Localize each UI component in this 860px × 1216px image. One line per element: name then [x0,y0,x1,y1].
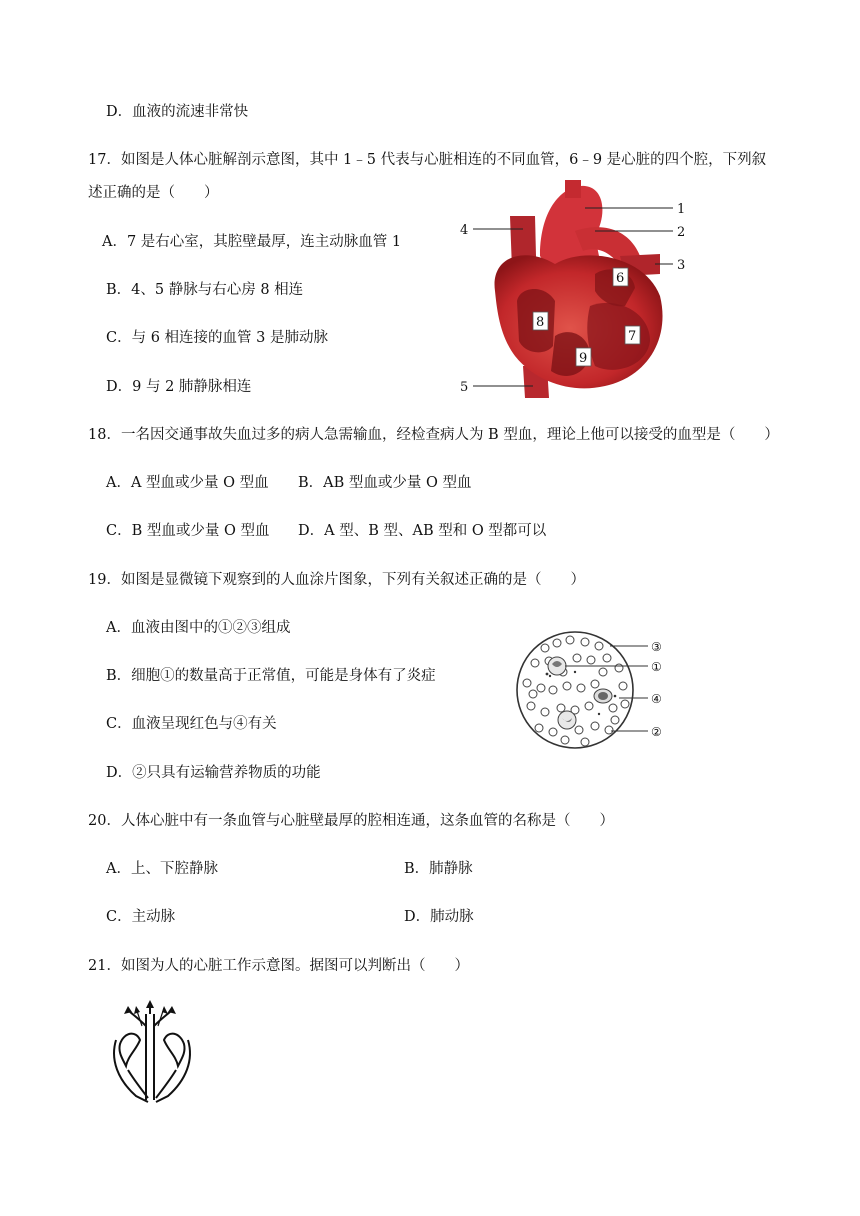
q18-stem: 18．一名因交通事故失血过多的病人急需输血，经检查病人为 B 型血，理论上他可以接受的血型是（ ） [88,427,779,443]
q20-option-d: D．肺动脉 [404,909,474,925]
q17-stem-line2: 述正确的是（ ） [88,185,219,201]
smear-label-3: ③ [651,640,662,654]
q18-option-d: D．A 型、B 型、AB 型和 O 型都可以 [298,523,547,539]
heart-label-7: 7 [628,329,637,344]
heart-label-9: 9 [579,351,588,366]
heart-working-diagram [106,1000,196,1104]
q19-option-d: D．②只具有运输营养物质的功能 [106,765,321,781]
heart-label-4: 4 [460,223,469,238]
q18-option-c: C．B 型血或少量 O 型血 [106,523,270,539]
heart-label-6: 6 [616,271,625,286]
q16-option-d: D．血液的流速非常快 [106,104,249,120]
heart-label-2: 2 [677,225,686,240]
q20-option-c: C．主动脉 [106,909,176,925]
smear-label-4: ④ [651,692,662,706]
left-chamber [119,1034,140,1066]
smear-label-1: ① [651,660,662,674]
heart-label-5: 5 [460,380,469,395]
blood-smear-figure [515,628,695,758]
q17-option-c: C．与 6 相连接的血管 3 是肺动脉 [106,330,328,346]
q19-option-c: C．血液呈现红色与④有关 [106,716,277,732]
q17-stem-line1: 17．如图是人体心脏解剖示意图，其中 1﹣5 代表与心脏相连的不同血管，6﹣9 是心脏的四个腔，下列叙 [88,152,767,168]
q17-option-a: A．7 是右心室，其腔壁最厚，连主动脉血管 1 [102,234,402,250]
q19-stem: 19．如图是显微镜下观察到的人血涂片图象，下列有关叙述正确的是（ ） [88,572,585,588]
heart-anatomy-figure [455,176,695,406]
right-chamber [164,1034,185,1066]
q19-option-b: B．细胞①的数量高于正常值，可能是身体有了炎症 [106,668,436,684]
q20-stem: 20．人体心脏中有一条血管与心脏壁最厚的腔相连通，这条血管的名称是（ ） [88,813,614,829]
aorta-top-branch [565,180,581,198]
heart-label-8: 8 [536,315,545,330]
smear-label-2: ② [651,725,662,739]
q18-option-b: B．AB 型血或少量 O 型血 [298,475,472,491]
heart-label-1: 1 [677,202,686,217]
q19-option-a: A．血液由图中的①②③组成 [106,620,291,636]
q20-option-a: A．上、下腔静脉 [106,861,218,877]
heart-label-3: 3 [677,258,686,273]
lower-right-chamber [156,1070,176,1098]
q20-option-b: B．肺静脉 [404,861,473,877]
q21-stem: 21．如图为人的心脏工作示意图。据图可以判断出（ ） [88,958,469,974]
q17-option-b: B．4、5 静脉与右心房 8 相连 [106,282,304,298]
q18-option-a: A．A 型血或少量 O 型血 [106,475,269,491]
q17-option-d: D．9 与 2 肺静脉相连 [106,379,252,395]
